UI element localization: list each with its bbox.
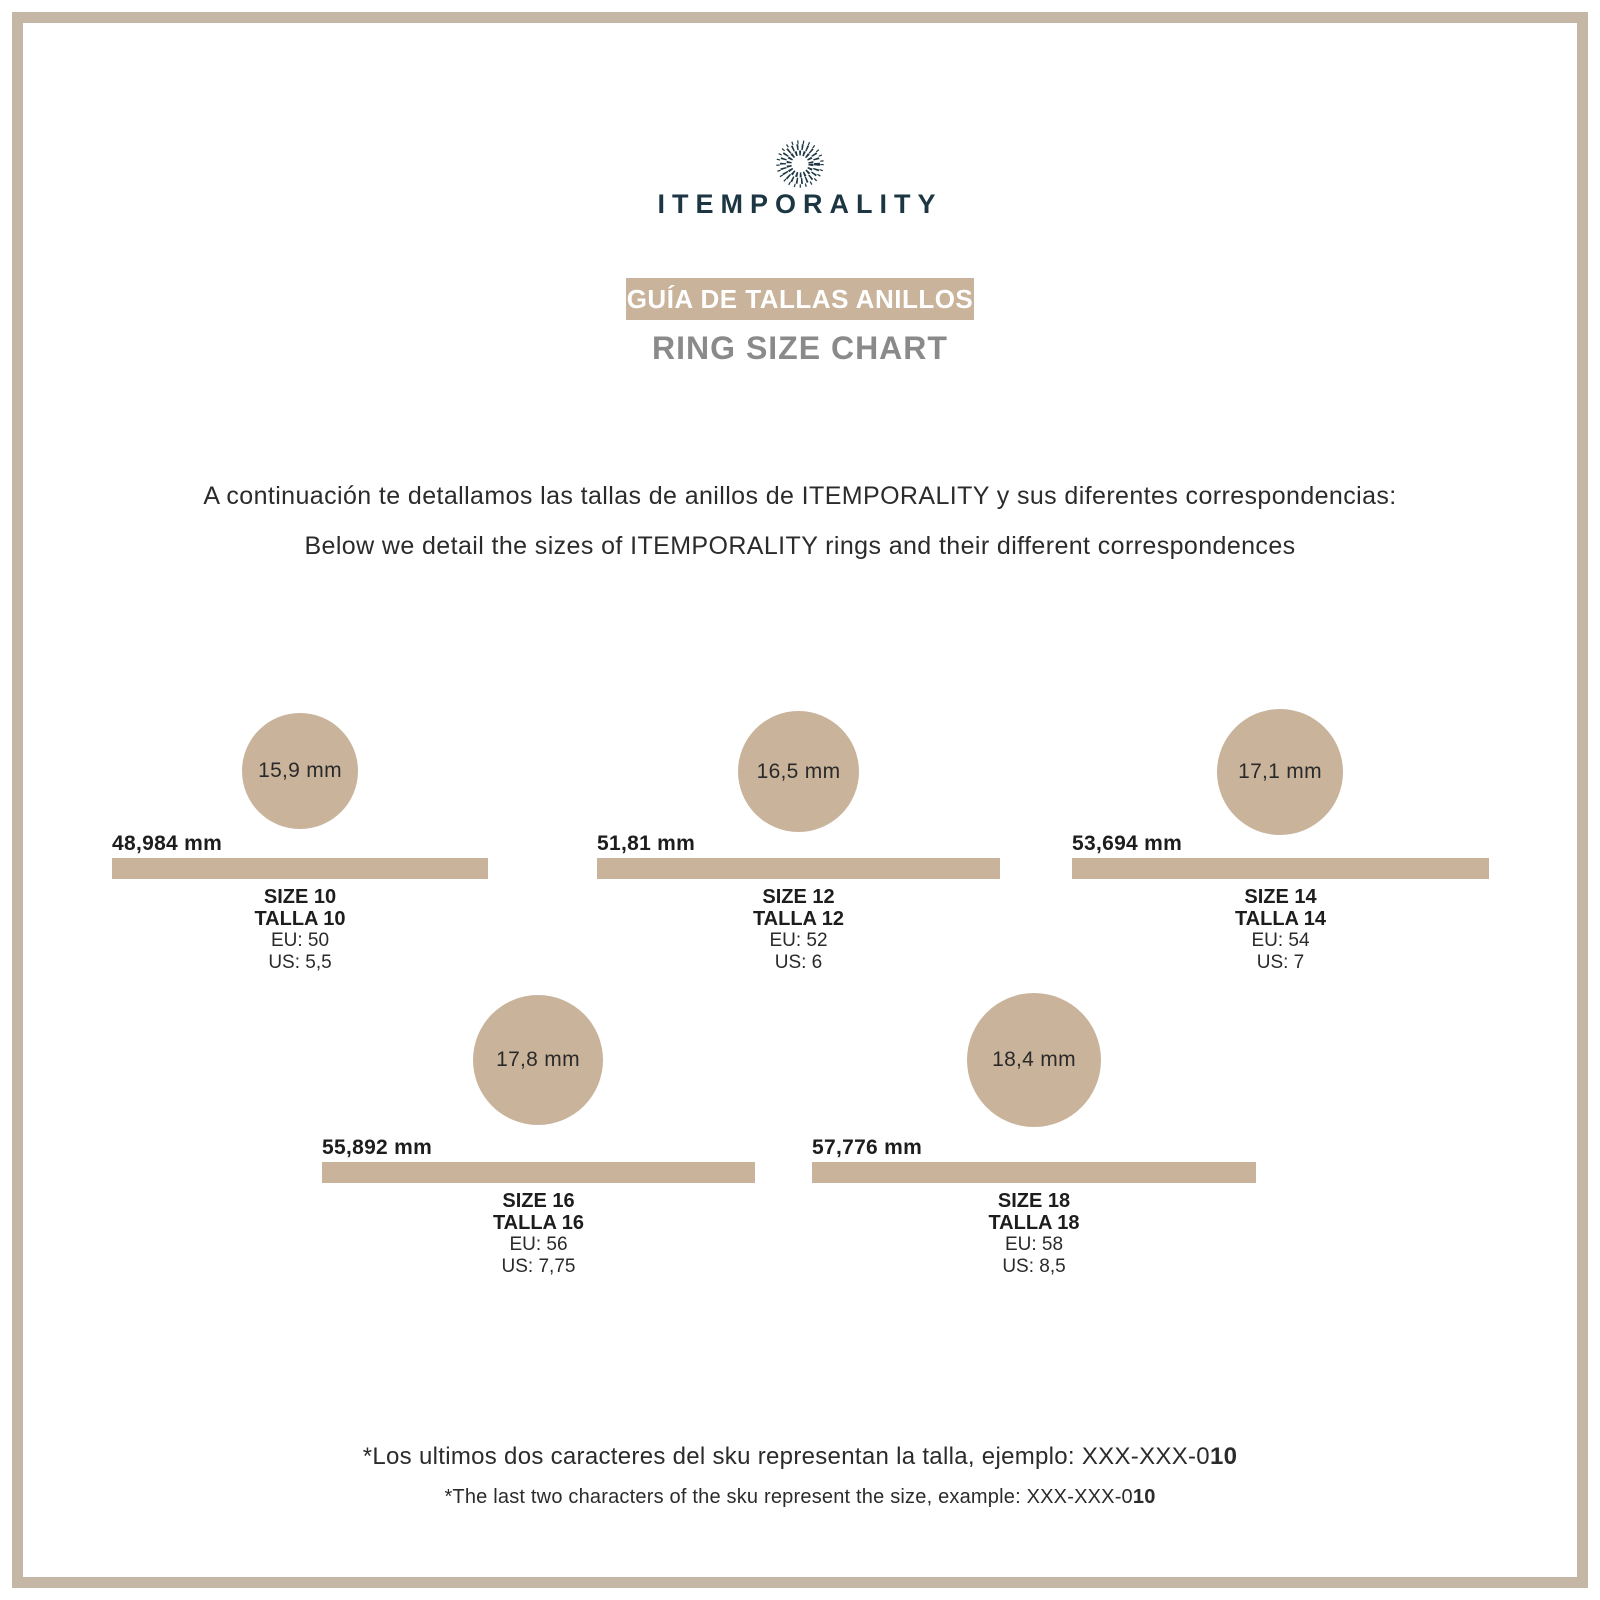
size-label: SIZE 14 (1244, 886, 1317, 908)
size-group-14 (1072, 760, 1489, 974)
intro-line-spanish: A continuación te detallamos las tallas de anillos de ITEMPORALITY y sus diferentes correspondencias: (203, 482, 1397, 510)
size-label: SIZE 12 (762, 886, 835, 908)
ring-diameter-circle (473, 995, 603, 1125)
circumference-label: 57,776 mm (812, 1136, 923, 1159)
diameter-label: 16,5 mm (756, 759, 841, 783)
talla-label: TALLA 18 (988, 1212, 1080, 1234)
ring-diameter-circle (967, 993, 1101, 1127)
us-size-label: US: 7 (1256, 952, 1305, 973)
diameter-label: 18,4 mm (992, 1048, 1076, 1071)
size-label: SIZE 18 (997, 1190, 1071, 1212)
sku-note-english (0, 1486, 1600, 1509)
banner-guia-de-tallas: GUÍA DE TALLAS ANILLOS (626, 278, 974, 320)
us-size-label: US: 7,75 (501, 1256, 576, 1277)
sku-note-spanish-text: *Los ultimos dos caracteres del sku representan la talla, ejemplo: XXX-XXX-0 (362, 1443, 1210, 1470)
circumference-bar (1072, 858, 1489, 879)
circumference-label: 53,694 mm (1072, 832, 1183, 855)
sku-note-english-text: *The last two characters of the sku represent the size, example: XXX-XXX-0 (444, 1486, 1133, 1508)
page-title: RING SIZE CHART (652, 330, 948, 366)
circumference-bar (812, 1162, 1256, 1183)
ring-diameter-circle (1217, 709, 1343, 835)
size-caption (112, 886, 488, 974)
size-label: SIZE 10 (263, 886, 337, 908)
diameter-label: 17,1 mm (1238, 760, 1322, 783)
size-caption (812, 1190, 1256, 1278)
ring-diameter-circle (738, 711, 859, 832)
size-caption (597, 886, 1000, 974)
talla-label: TALLA 16 (492, 1212, 585, 1234)
talla-label: TALLA 10 (254, 908, 346, 930)
eu-size-label: EU: 56 (509, 1234, 568, 1255)
size-label: SIZE 16 (502, 1190, 575, 1212)
size-group-12 (597, 759, 1000, 974)
brand-wordmark: ITEMPORALITY (657, 189, 943, 219)
sku-note-spanish-bold-suffix: 10 (1209, 1443, 1238, 1470)
talla-label: TALLA 12 (752, 908, 845, 930)
eu-size-label: EU: 50 (270, 930, 330, 951)
eu-size-label: EU: 54 (1251, 930, 1310, 951)
size-caption (1072, 886, 1489, 974)
circumference-label: 55,892 mm (322, 1136, 433, 1159)
us-size-label: US: 5,5 (268, 952, 332, 973)
us-size-label: US: 8,5 (1002, 1256, 1066, 1277)
us-size-label: US: 6 (774, 952, 823, 973)
diameter-label: 17,8 mm (496, 1048, 580, 1071)
circumference-bar (597, 858, 1000, 879)
sku-note-english-bold-suffix: 10 (1132, 1486, 1156, 1508)
brand-logo (0, 140, 1600, 193)
circumference-label: 48,984 mm (112, 832, 223, 855)
size-group-18 (812, 1048, 1256, 1278)
circumference-label: 51,81 mm (597, 832, 696, 855)
size-group-16 (322, 1048, 755, 1278)
size-caption (322, 1190, 755, 1278)
intro-line-english: Below we detail the sizes of ITEMPORALITY rings and their different correspondences (304, 532, 1296, 560)
circumference-bar (112, 858, 488, 879)
size-group-10 (112, 759, 488, 974)
circumference-bar (322, 1162, 755, 1183)
sku-note-spanish (0, 1443, 1600, 1471)
diameter-label: 15,9 mm (258, 759, 342, 782)
ring-diameter-circle (242, 713, 358, 829)
talla-label: TALLA 14 (1234, 908, 1327, 930)
eu-size-label: EU: 58 (1004, 1234, 1064, 1255)
eu-size-label: EU: 52 (769, 930, 828, 951)
